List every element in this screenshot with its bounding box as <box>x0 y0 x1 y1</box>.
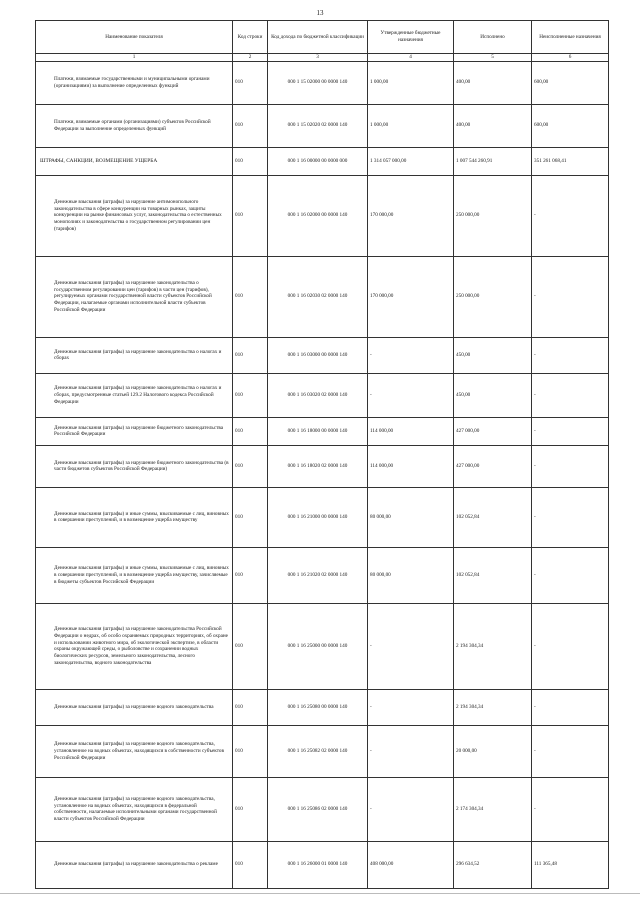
row-income-code: 000 1 16 21020 02 0000 140 <box>268 547 368 603</box>
table-row <box>36 175 609 256</box>
table-row <box>36 841 609 888</box>
table-row <box>36 256 609 337</box>
table-row <box>36 337 609 373</box>
row-unexecuted: 111 365,48 <box>532 841 609 888</box>
table-row <box>36 445 609 487</box>
row-income-code: 000 1 16 26000 01 0000 140 <box>268 841 368 888</box>
row-unexecuted: - <box>532 445 609 487</box>
row-executed: 427 000,00 <box>454 445 532 487</box>
row-approved: 1 000,00 <box>368 61 454 104</box>
row-name: Денежные взыскания (штрафы) за нарушение бюджетного законодательства Российской Федерации <box>36 417 233 445</box>
table-row <box>36 417 609 445</box>
column-header-income-code: Код дохода по бюджетной классификации <box>268 21 368 54</box>
row-line-code: 010 <box>233 777 268 841</box>
row-name: Денежные взыскания (штрафы) за нарушение водного законодательства <box>36 689 233 725</box>
row-unexecuted: - <box>532 725 609 777</box>
row-approved: 1 000,00 <box>368 104 454 147</box>
row-executed: 450,00 <box>454 373 532 417</box>
table-row <box>36 61 609 104</box>
column-header-executed: Исполнено <box>454 21 532 54</box>
row-approved: - <box>368 777 454 841</box>
row-line-code: 010 <box>233 487 268 547</box>
row-executed: 20 000,00 <box>454 725 532 777</box>
row-name: Денежные взыскания (штрафы) за нарушение водного законодательства, установленное на водных объектах, находящихся в собственности субъектов Российской Федерации <box>36 725 233 777</box>
row-name: Денежные взыскания (штрафы) за нарушение законодательства Российской Федерации о недрах, об особо охраняемых природных территориях, об охране и использовании животного мира, об экологической экспертизе, в области охраны окружающей среды, о рыболовстве и сохранении водных биологических ресурсов, земельного законодательства, лесного законодательства, водного законодательства <box>36 603 233 689</box>
column-number: 1 <box>36 54 233 62</box>
table-row <box>36 547 609 603</box>
row-approved: 408 000,00 <box>368 841 454 888</box>
row-approved: 80 000,00 <box>368 487 454 547</box>
row-line-code: 010 <box>233 841 268 888</box>
table-row <box>36 104 609 147</box>
row-income-code: 000 1 16 02030 02 0000 140 <box>268 256 368 337</box>
column-number-row <box>36 54 609 62</box>
table-header-row <box>36 21 609 54</box>
column-number: 2 <box>233 54 268 62</box>
row-executed: 296 634,52 <box>454 841 532 888</box>
row-income-code: 000 1 15 02020 02 0000 140 <box>268 104 368 147</box>
row-executed: 102 052,84 <box>454 487 532 547</box>
row-income-code: 000 1 16 21000 00 0000 140 <box>268 487 368 547</box>
row-income-code: 000 1 15 02000 00 0000 140 <box>268 61 368 104</box>
row-name: Денежные взыскания (штрафы) за нарушение водного законодательства, установленное на водных объектах, находящихся в федеральной собственности, налагаемые исполнительными органами государственной власти субъектов Российской Федерации <box>36 777 233 841</box>
row-unexecuted: - <box>532 547 609 603</box>
row-unexecuted: - <box>532 175 609 256</box>
row-unexecuted: - <box>532 256 609 337</box>
table-row <box>36 725 609 777</box>
row-unexecuted: - <box>532 487 609 547</box>
row-approved: 114 000,00 <box>368 417 454 445</box>
row-name: ШТРАФЫ, САНКЦИИ, ВОЗМЕЩЕНИЕ УЩЕРБА <box>36 147 233 175</box>
row-name: Денежные взыскания (штрафы) за нарушение антимонопольного законодательства в сфере конкуренции на товарных рынках, защиты конкуренции на рынке финансовых услуг, законодательства о естественных монополиях и законодательства о государственном регулировании цен (тарифов) <box>36 175 233 256</box>
row-income-code: 000 1 16 25082 02 0000 140 <box>268 725 368 777</box>
row-line-code: 010 <box>233 147 268 175</box>
column-number: 4 <box>368 54 454 62</box>
row-approved: - <box>368 373 454 417</box>
column-header-unexecuted: Неисполненные назначения <box>532 21 609 54</box>
row-name: Денежные взыскания (штрафы) и иные суммы, взыскиваемые с лиц, виновных в совершении преступлений, и в возмещение ущерба имуществу <box>36 487 233 547</box>
row-executed: 250 000,00 <box>454 175 532 256</box>
row-income-code: 000 1 16 25086 02 0000 140 <box>268 777 368 841</box>
page-edge-line <box>0 893 640 894</box>
row-approved: - <box>368 337 454 373</box>
row-executed: 400,00 <box>454 104 532 147</box>
row-name: Денежные взыскания (штрафы) за нарушение законодательства о государственном регулировании цен (тарифов) в части цен (тарифов), регулируемых органами государственной власти субъектов Российской Федерации, налагаемые органами исполнительной власти субъектов Российской Федерации <box>36 256 233 337</box>
row-name: Денежные взыскания (штрафы) за нарушение законодательства о налогах и сборах <box>36 337 233 373</box>
row-approved: 114 000,00 <box>368 445 454 487</box>
row-line-code: 010 <box>233 104 268 147</box>
row-executed: 250 000,00 <box>454 256 532 337</box>
row-name: Платежи, взимаемые органами (организациями) субъектов Российской Федерации за выполнение определенных функций <box>36 104 233 147</box>
row-executed: 400,00 <box>454 61 532 104</box>
row-unexecuted: 351 261 068,41 <box>532 147 609 175</box>
row-unexecuted: - <box>532 777 609 841</box>
column-number: 6 <box>532 54 609 62</box>
row-executed: 1 007 544 260,91 <box>454 147 532 175</box>
row-executed: 427 000,00 <box>454 417 532 445</box>
row-income-code: 000 1 16 25080 00 0000 140 <box>268 689 368 725</box>
table-row <box>36 373 609 417</box>
row-executed: 2 194 304,34 <box>454 603 532 689</box>
row-approved: 80 000,00 <box>368 547 454 603</box>
row-unexecuted: - <box>532 689 609 725</box>
row-unexecuted: 600,00 <box>532 61 609 104</box>
row-line-code: 010 <box>233 725 268 777</box>
row-income-code: 000 1 16 18020 02 0000 140 <box>268 445 368 487</box>
row-approved: - <box>368 725 454 777</box>
row-approved: 170 000,00 <box>368 175 454 256</box>
row-line-code: 010 <box>233 417 268 445</box>
row-line-code: 010 <box>233 445 268 487</box>
column-header-approved: Утвержденные бюджетные назначения <box>368 21 454 54</box>
row-line-code: 010 <box>233 603 268 689</box>
row-name: Денежные взыскания (штрафы) и иные суммы, взыскиваемые с лиц, виновных в совершении преступлений, и в возмещение ущерба имуществу, зачисляемые в бюджеты субъектов Российской Федерации <box>36 547 233 603</box>
row-approved: - <box>368 603 454 689</box>
row-approved: - <box>368 689 454 725</box>
row-name: Денежные взыскания (штрафы) за нарушение бюджетного законодательства (в части бюджетов субъектов Российской Федерации) <box>36 445 233 487</box>
row-income-code: 000 1 16 25000 00 0000 140 <box>268 603 368 689</box>
table-row <box>36 487 609 547</box>
table-row <box>36 689 609 725</box>
row-line-code: 010 <box>233 373 268 417</box>
row-name: Денежные взыскания (штрафы) за нарушение законодательства о налогах и сборах, предусмотренные статьей 129.2 Налогового кодекса Российской Федерации <box>36 373 233 417</box>
column-header-line-code: Код строки <box>233 21 268 54</box>
row-line-code: 010 <box>233 175 268 256</box>
row-name: Денежные взыскания (штрафы) за нарушение законодательства о рекламе <box>36 841 233 888</box>
row-unexecuted: 600,00 <box>532 104 609 147</box>
row-line-code: 010 <box>233 256 268 337</box>
column-number: 5 <box>454 54 532 62</box>
row-line-code: 010 <box>233 689 268 725</box>
row-unexecuted: - <box>532 373 609 417</box>
row-name: Платежи, взимаемые государственными и муниципальными органами (организациями) за выполнение определенных функций <box>36 61 233 104</box>
column-number: 3 <box>268 54 368 62</box>
row-executed: 2 174 304,34 <box>454 777 532 841</box>
row-income-code: 000 1 16 03020 02 0000 140 <box>268 373 368 417</box>
row-approved: 1 314 057 000,00 <box>368 147 454 175</box>
row-executed: 2 194 304,34 <box>454 689 532 725</box>
row-unexecuted: - <box>532 337 609 373</box>
row-executed: 102 052,84 <box>454 547 532 603</box>
row-line-code: 010 <box>233 337 268 373</box>
table-row <box>36 147 609 175</box>
row-line-code: 010 <box>233 61 268 104</box>
page-number: 13 <box>316 9 324 17</box>
row-income-code: 000 1 16 18000 00 0000 140 <box>268 417 368 445</box>
row-income-code: 000 1 16 03000 00 0000 140 <box>268 337 368 373</box>
row-unexecuted: - <box>532 603 609 689</box>
table-row <box>36 603 609 689</box>
row-approved: 170 000,00 <box>368 256 454 337</box>
row-executed: 450,00 <box>454 337 532 373</box>
row-income-code: 000 1 16 02000 00 0000 140 <box>268 175 368 256</box>
table-row <box>36 777 609 841</box>
row-line-code: 010 <box>233 547 268 603</box>
column-header-name: Наименование показателя <box>36 21 233 54</box>
row-income-code: 000 1 16 00000 00 0000 000 <box>268 147 368 175</box>
budget-revenue-table <box>35 20 609 889</box>
row-unexecuted: - <box>532 417 609 445</box>
